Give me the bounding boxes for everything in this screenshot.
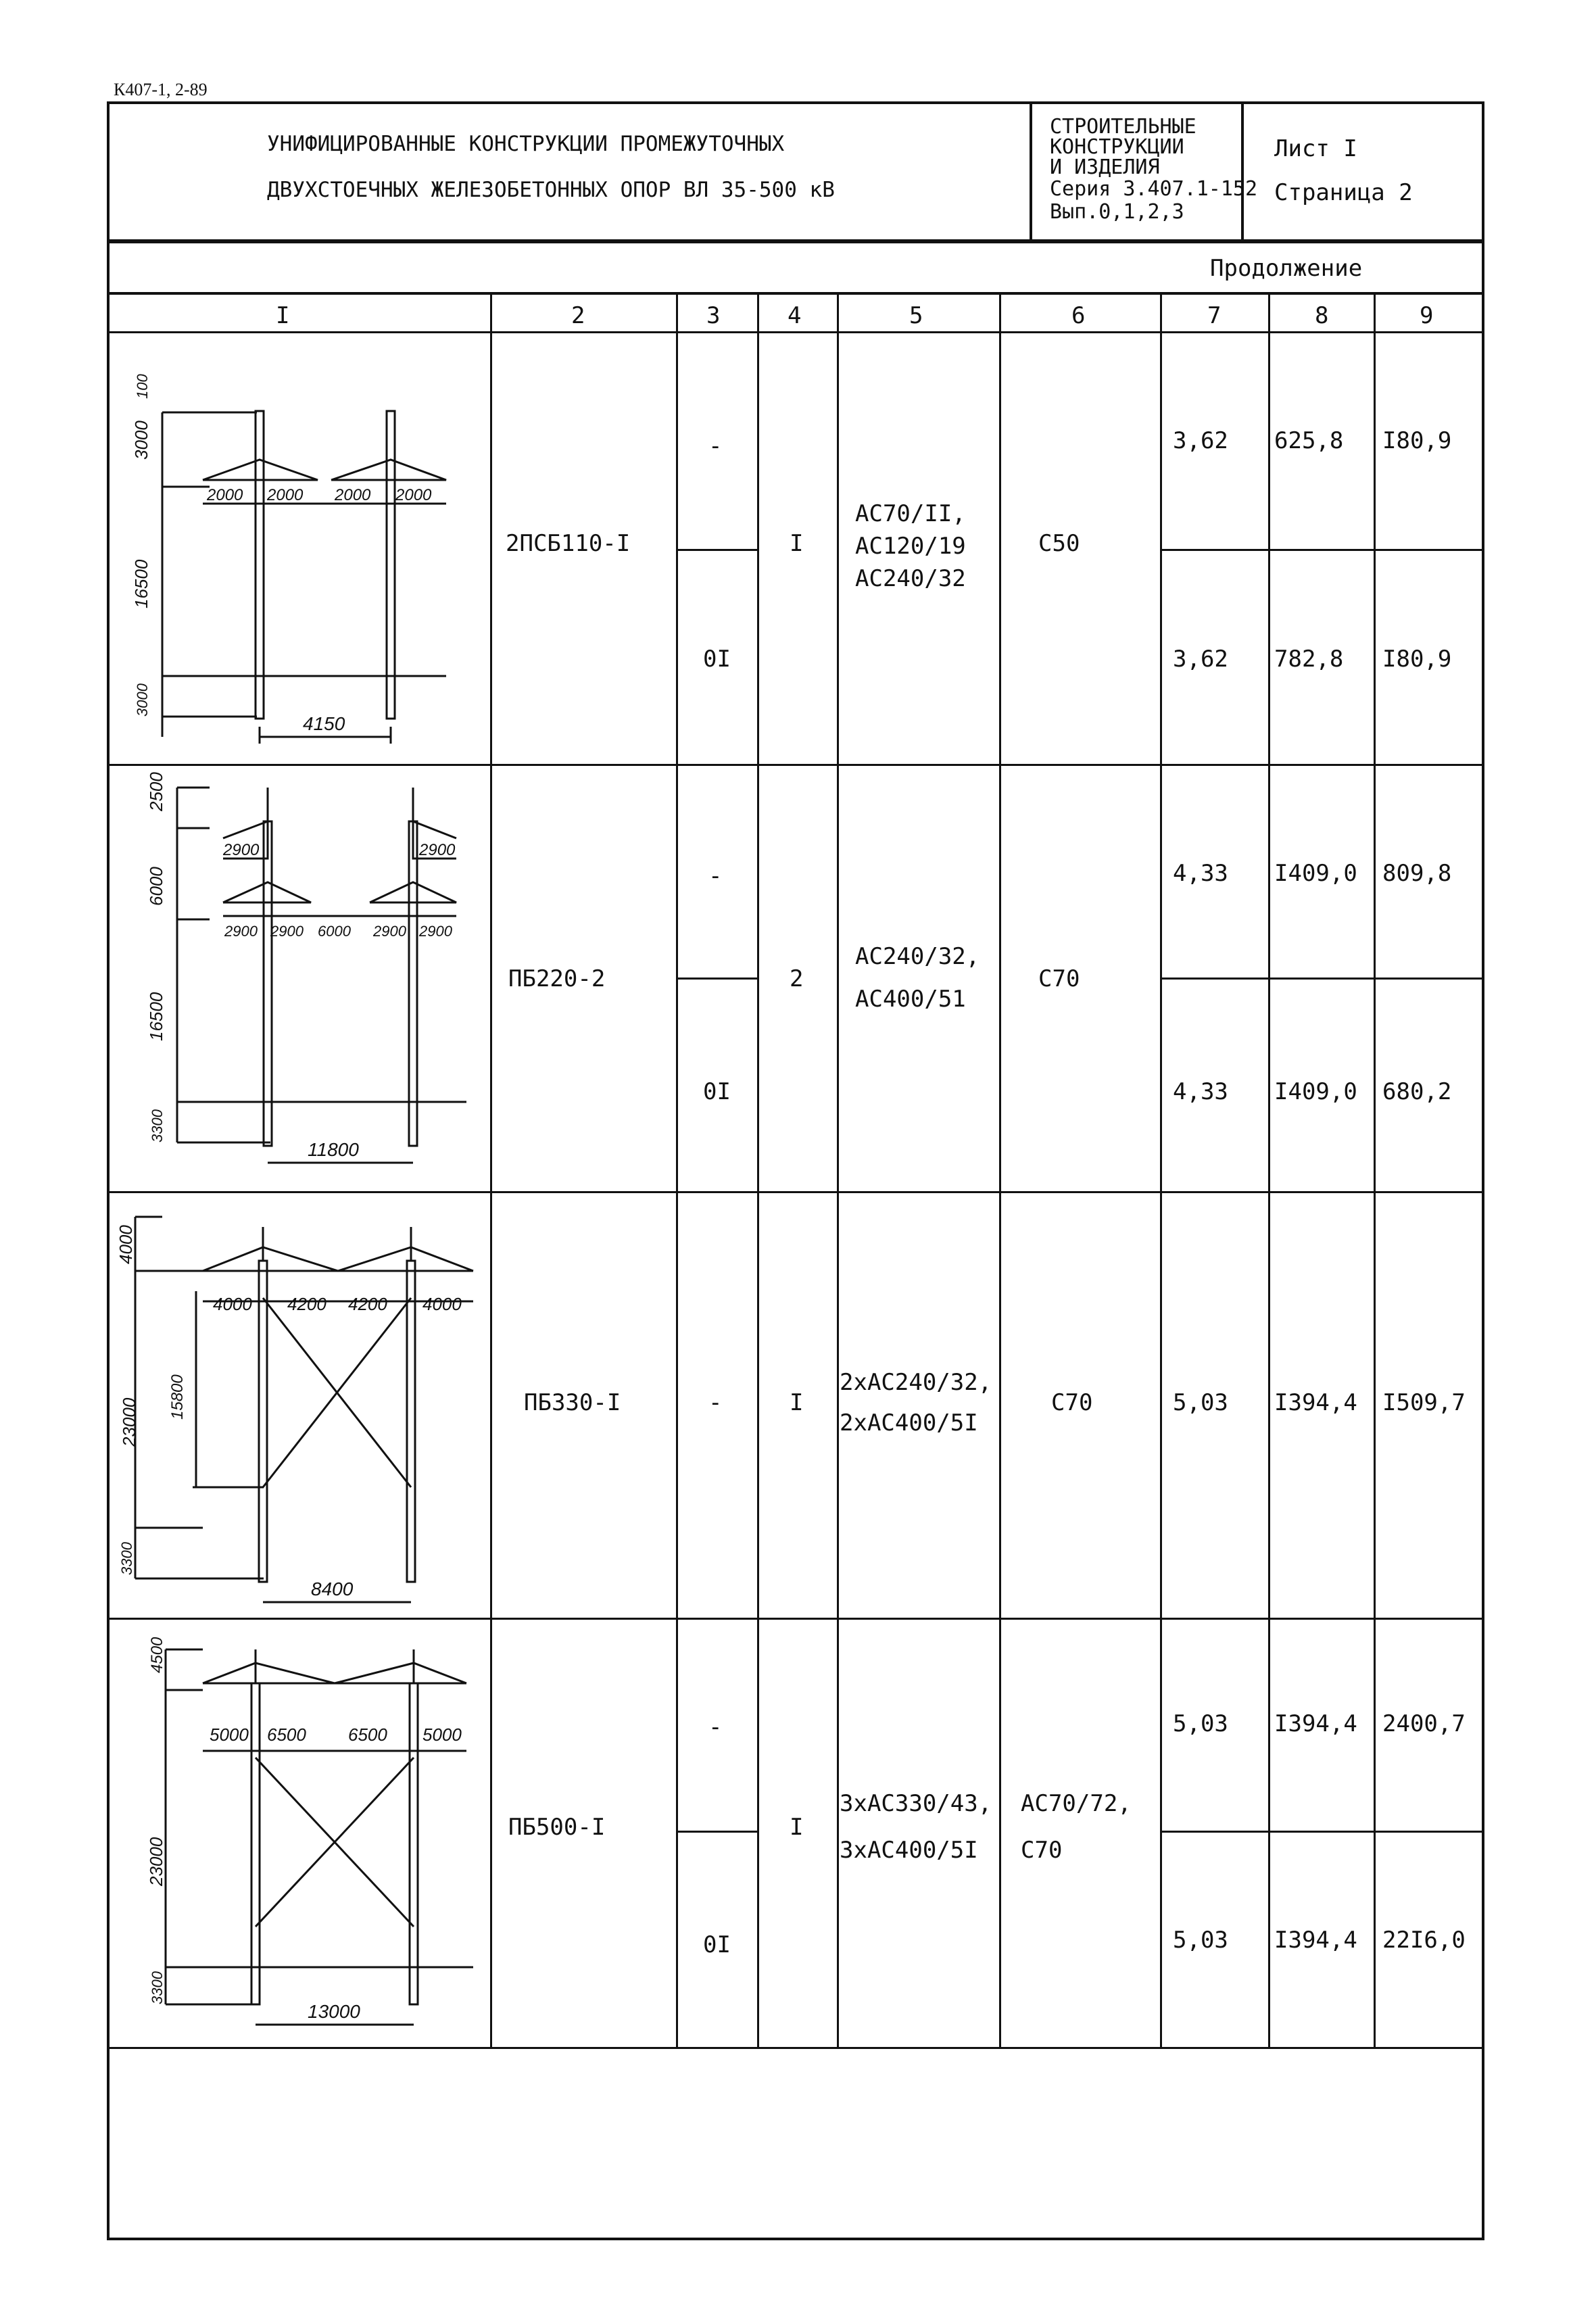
row2-c5-a: АС240/32, (855, 943, 980, 970)
col-header-3: 3 (706, 302, 721, 329)
row1-dim-2000-a: 2000 (207, 486, 243, 504)
series-l1: СТРОИТЕЛЬНЫЕ (1050, 115, 1196, 139)
row2-dim-11800: 11800 (308, 1139, 359, 1160)
series-l4: Серия 3.407.1-152 (1050, 177, 1258, 201)
row4-c3-b: 0I (703, 1931, 731, 1958)
drawing-row1 (162, 411, 446, 744)
row4-c8-b: I394,4 (1274, 1927, 1357, 1954)
title-line-1: УНИФИЦИРОВАННЫЕ КОНСТРУКЦИИ ПРОМЕЖУТОЧНЫХ (267, 132, 785, 156)
sheet-label: Лист I (1274, 135, 1357, 162)
row4-c4: I (790, 1814, 804, 1841)
row1-c7-b: 3,62 (1173, 646, 1228, 673)
row1-dim-16500: 16500 (131, 559, 151, 608)
row3-c6: С70 (1051, 1389, 1093, 1416)
row4-c6-a: АС70/72, (1021, 1790, 1132, 1817)
row2-dim-6000: 6000 (146, 867, 166, 906)
col-header-8: 8 (1315, 302, 1329, 329)
drawing-row4 (166, 1649, 473, 2025)
row2-dim-2900-c: 2900 (224, 923, 258, 940)
row3-c4: I (790, 1389, 804, 1416)
col-header-1: I (276, 302, 290, 329)
row1-type: 2ПСБ110-I (506, 530, 631, 557)
row4-dim-4500: 4500 (148, 1637, 166, 1673)
row4-c9-a: 2400,7 (1382, 1710, 1466, 1737)
row1-dim-100: 100 (134, 374, 151, 399)
row3-c7: 5,03 (1173, 1389, 1228, 1416)
col-header-4: 4 (788, 302, 802, 329)
row1-dim-2000-d: 2000 (395, 486, 432, 504)
row3-dim-4000-v: 4000 (116, 1225, 136, 1264)
row1-c8-b: 782,8 (1274, 646, 1344, 673)
row4-dim-5000-a: 5000 (210, 1724, 249, 1745)
document-code: К407-1, 2-89 (114, 80, 208, 99)
row1-c5-c: АС240/32 (855, 565, 966, 592)
row4-dim-6500-a: 6500 (267, 1724, 306, 1745)
row3-dim-4200-a: 4200 (287, 1294, 327, 1314)
row2-c7-a: 4,33 (1173, 860, 1228, 887)
row3-dim-4200-b: 4200 (348, 1294, 387, 1314)
row3-dim-15800: 15800 (168, 1374, 187, 1420)
row3-type: ПБ330-I (524, 1389, 621, 1416)
row2-c8-b: I409,0 (1274, 1078, 1357, 1105)
row1-dim-3000: 3000 (131, 420, 151, 460)
row4-c9-b: 22I6,0 (1382, 1927, 1466, 1954)
row4-c7-b: 5,03 (1173, 1927, 1228, 1954)
row4-c7-a: 5,03 (1173, 1710, 1228, 1737)
row2-c9-b: 680,2 (1382, 1078, 1452, 1105)
row4-c6-b: С70 (1021, 1837, 1063, 1864)
row1-c5-a: АС70/II, (855, 500, 966, 527)
row2-dim-2900-b: 2900 (419, 841, 456, 859)
row3-dim-4000-a: 4000 (213, 1294, 252, 1314)
row2-dim-2900-f: 2900 (419, 923, 452, 940)
row2-dim-2900-d: 2900 (270, 923, 304, 940)
row1-dim-4150: 4150 (303, 713, 345, 734)
row1-c7-a: 3,62 (1173, 427, 1228, 454)
row1-c3-a: - (708, 433, 723, 460)
row2-dim-2900-a: 2900 (223, 841, 260, 859)
row2-c8-a: I409,0 (1274, 860, 1357, 887)
row3-c3: - (708, 1389, 723, 1416)
row3-dim-3300: 3300 (118, 1542, 135, 1575)
row2-c3-a: - (708, 863, 723, 890)
row3-dim-8400: 8400 (311, 1578, 354, 1599)
title-line-2: ДВУХСТОЕЧНЫХ ЖЕЛЕЗОБЕТОННЫХ ОПОР ВЛ 35-500 кВ (267, 178, 835, 202)
row2-dim-3300: 3300 (149, 1109, 166, 1142)
row4-c5-a: 3хАС330/43, (840, 1790, 992, 1817)
series-l5: Вып.0,1,2,3 (1050, 200, 1184, 224)
row4-c5-b: 3хАС400/5I (840, 1837, 978, 1864)
row2-dim-2500: 2500 (146, 772, 166, 811)
row3-c5-a: 2хАС240/32, (840, 1369, 992, 1396)
row1-c3-b: 0I (703, 646, 731, 673)
row3-c8: I394,4 (1274, 1389, 1357, 1416)
row3-c5-b: 2хАС400/5I (840, 1409, 978, 1437)
row2-dim-16500: 16500 (146, 992, 166, 1041)
series-l2: КОНСТРУКЦИИ (1050, 135, 1184, 159)
series-l3: И ИЗДЕЛИЯ (1050, 155, 1160, 179)
row4-dim-5000-b: 5000 (422, 1724, 462, 1745)
row4-c3-a: - (708, 1714, 723, 1741)
sheet-page: Страница 2 (1274, 179, 1413, 206)
row2-c4: 2 (790, 965, 804, 992)
row3-dim-4000-b: 4000 (422, 1294, 462, 1314)
row2-c7-b: 4,33 (1173, 1078, 1228, 1105)
row4-type: ПБ500-I (508, 1814, 606, 1841)
col-header-9: 9 (1420, 302, 1434, 329)
row1-dim-2000-c: 2000 (335, 486, 371, 504)
row4-c8-a: I394,4 (1274, 1710, 1357, 1737)
row2-c9-a: 809,8 (1382, 860, 1452, 887)
row1-c9-b: I80,9 (1382, 646, 1452, 673)
col-header-6: 6 (1071, 302, 1086, 329)
row2-c3-b: 0I (703, 1078, 731, 1105)
row1-c9-a: I80,9 (1382, 427, 1452, 454)
col-header-2: 2 (571, 302, 585, 329)
row1-c5-b: АС120/19 (855, 533, 966, 560)
row1-c6: С50 (1038, 530, 1080, 557)
row2-c6: С70 (1038, 965, 1080, 992)
row1-c8-a: 625,8 (1274, 427, 1344, 454)
row2-dim-2900-e: 2900 (373, 923, 406, 940)
col-header-7: 7 (1207, 302, 1222, 329)
row2-c5-b: АС400/51 (855, 986, 966, 1013)
row2-type: ПБ220-2 (508, 965, 606, 992)
row2-dim-6000-b: 6000 (318, 923, 351, 940)
col-header-5: 5 (909, 302, 923, 329)
row4-dim-3300: 3300 (149, 1971, 166, 2004)
row1-c4: I (790, 530, 804, 557)
row4-dim-23000: 23000 (146, 1837, 166, 1886)
row1-dim-3000-b: 3000 (134, 683, 151, 717)
row1-dim-2000-b: 2000 (267, 486, 304, 504)
row3-c9: I509,7 (1382, 1389, 1466, 1416)
row3-dim-23000: 23000 (119, 1397, 139, 1447)
row4-dim-13000: 13000 (308, 2001, 360, 2022)
continuation-label: Продолжение (1210, 255, 1363, 282)
row4-dim-6500-b: 6500 (348, 1724, 387, 1745)
